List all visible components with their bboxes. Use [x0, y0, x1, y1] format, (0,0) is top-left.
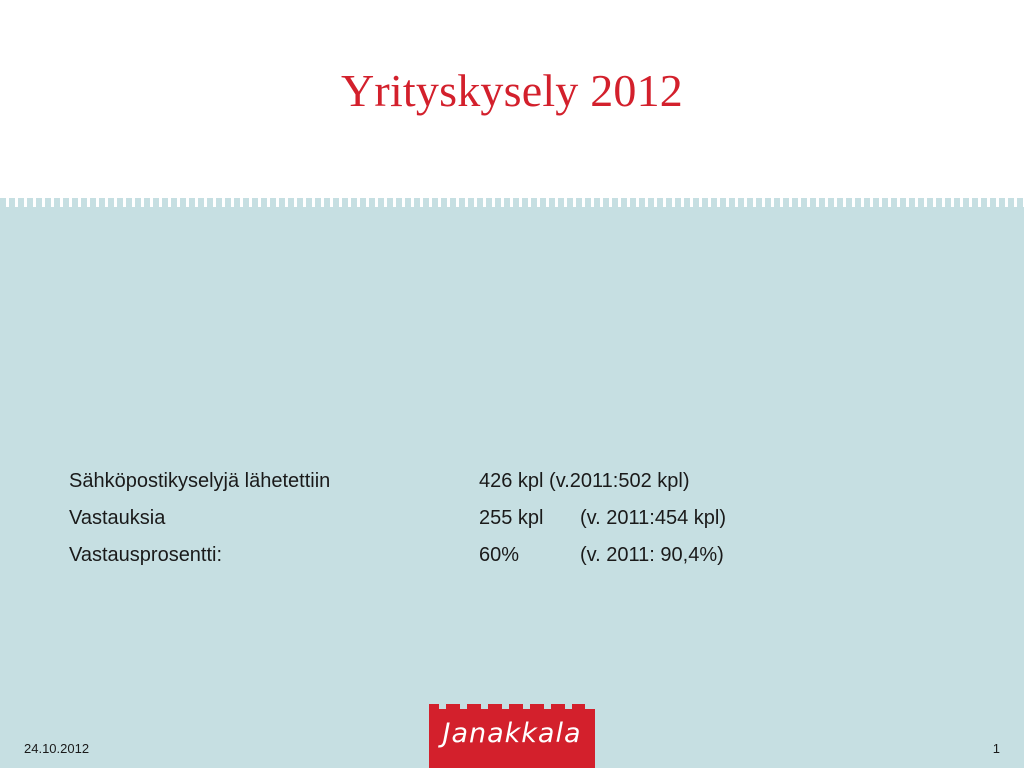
stat-value: 426 kpl (v.2011:502 kpl) [479, 470, 690, 492]
page-number: 1 [992, 741, 1000, 756]
slide-title: Yrityskysely 2012 [341, 65, 683, 116]
stat-previous: (v. 2011: 90,4%) [580, 544, 724, 566]
decorative-dash-border [0, 198, 1024, 207]
logo-wordmark: Janakkala [442, 718, 582, 749]
stat-label: Vastausprosentti: [69, 544, 223, 566]
stat-value: 60% [479, 544, 520, 566]
footer-date: 24.10.2012 [24, 741, 90, 756]
stat-value: 255 kpl [479, 507, 544, 529]
stat-label: Sähköpostikyselyjä lähetettiin [69, 470, 331, 492]
stat-label: Vastauksia [69, 507, 166, 529]
janakkala-logo [429, 704, 595, 768]
stat-previous: (v. 2011:454 kpl) [580, 507, 727, 529]
